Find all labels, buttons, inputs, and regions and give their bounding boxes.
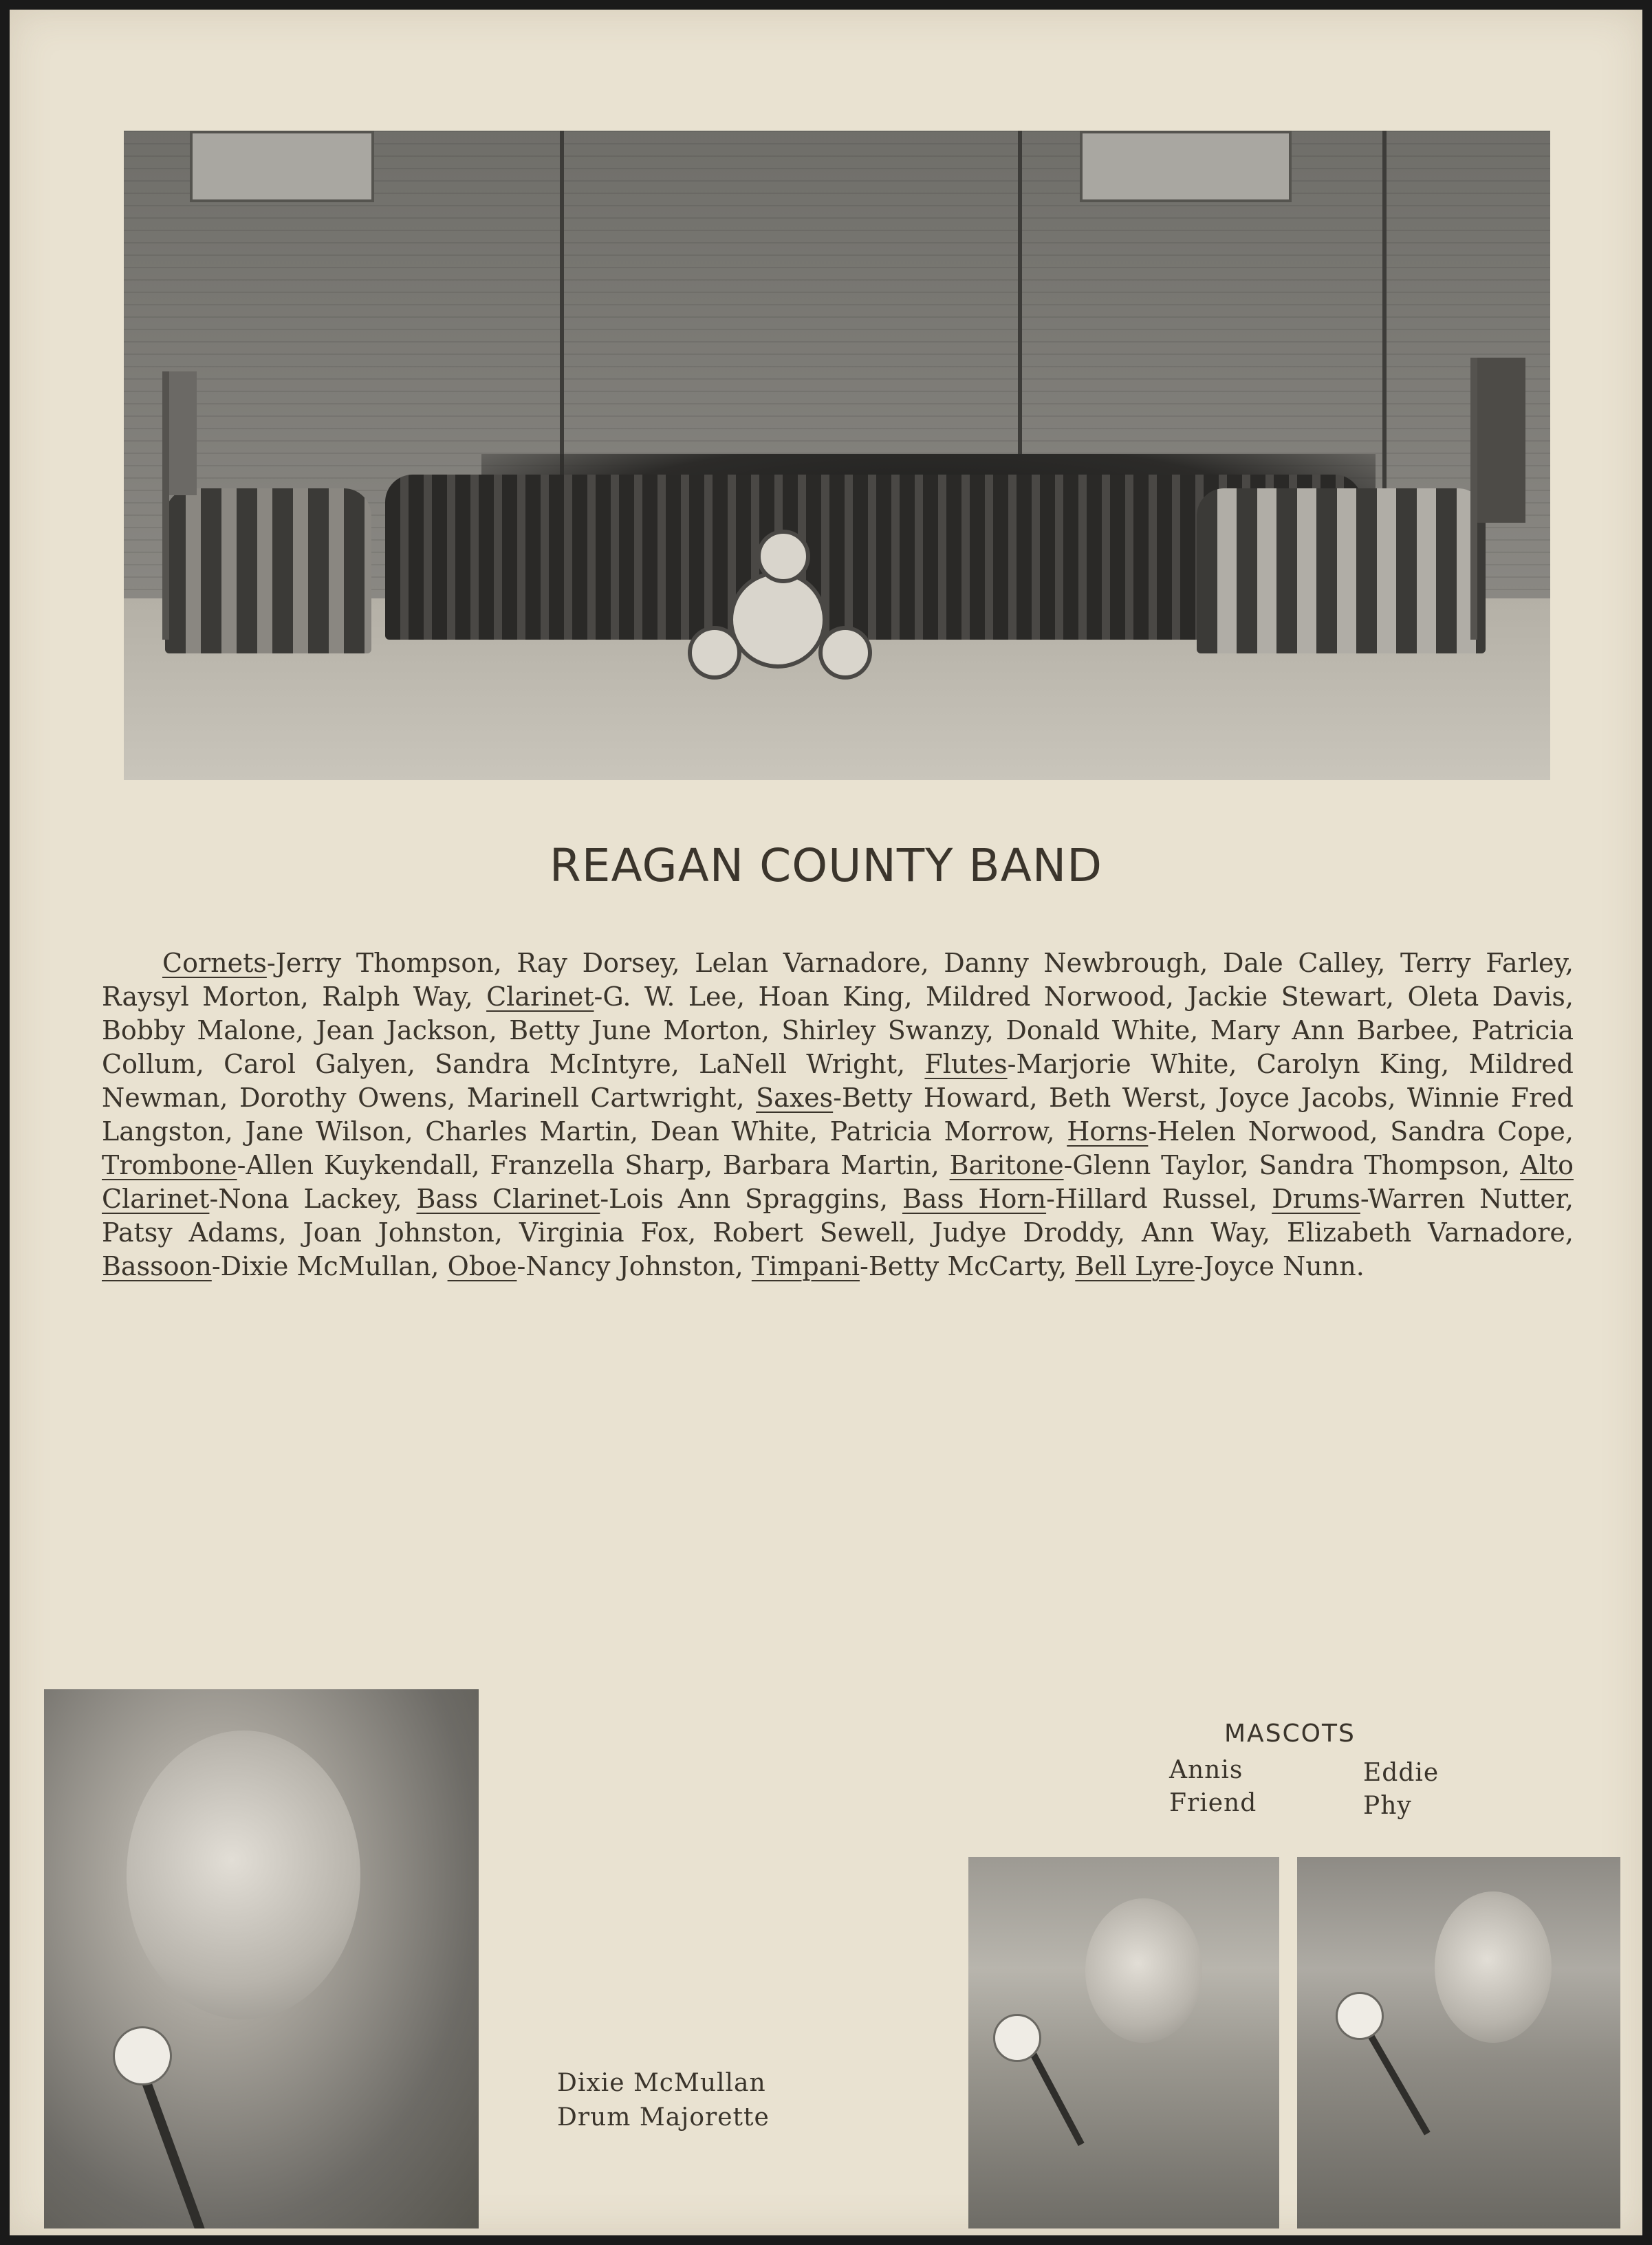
majorette-role: Drum Majorette <box>557 2103 770 2132</box>
wall-window <box>190 131 374 202</box>
mascot-right-last: Phy <box>1363 1792 1412 1820</box>
roster-members: -Hillard Russel, <box>1046 1184 1272 1214</box>
band-group-photo <box>124 131 1550 780</box>
yearbook-page <box>10 10 1642 2235</box>
roster-instrument: Trombone <box>102 1150 237 1180</box>
roster-members: -G. W. Lee, Hoan King, Mildred Norwood, Jackie Stewart, Oleta Davis, Bobby Malone, Jean Jackson, Betty June Morton, Shirley Swanzy, Donald White, Mary Ann Barbee, Patricia Collum, Carol Galyen, Sandra McIntyre, LaNell Wright, <box>102 981 1574 1079</box>
mascot-right-face <box>1435 1891 1552 2043</box>
majorette-name: Dixie McMullan <box>557 2069 766 2097</box>
roster-instrument: Horns <box>1067 1116 1149 1147</box>
mascot-right-name <box>1363 1757 1439 1823</box>
roster-members: -Glenn Taylor, Sandra Thompson, <box>1063 1150 1521 1180</box>
roster-members: -Nancy Johnston, <box>517 1251 752 1281</box>
roster-members: -Marjorie White, Carolyn King, Mildred Newman, Dorothy Owens, Marinell Cartwright, <box>102 1049 1574 1113</box>
roster-instrument: Bell Lyre <box>1075 1251 1195 1281</box>
mascot-left-name <box>1169 1754 1257 1820</box>
mascots-heading: MASCOTS <box>1224 1720 1356 1748</box>
roster-members: -Betty Howard, Beth Werst, Joyce Jacobs, Winnie Fred Langston, Jane Wilson, Charles Martin, Dean White, Patricia Morrow, <box>102 1083 1574 1147</box>
snare-drum <box>688 626 741 680</box>
roster-instrument: Bass Clarinet <box>416 1184 600 1214</box>
roster-instrument: Drums <box>1272 1184 1360 1214</box>
majorette-caption <box>557 2066 770 2135</box>
roster-instrument: Bass Horn <box>902 1184 1047 1214</box>
roster-members: -Helen Norwood, Sandra Cope, <box>1148 1116 1574 1147</box>
mascot-left-face <box>1085 1898 1202 2043</box>
mascot-right-baton-ball <box>1336 1992 1384 2040</box>
roster-instrument: Alto Clarinet <box>102 1150 1574 1214</box>
mascot-right-first: Eddie <box>1363 1759 1439 1787</box>
mascot-left-first: Annis <box>1169 1756 1243 1784</box>
roster-members: -Warren Nutter, Patsy Adams, Joan Johnston, Virginia Fox, Robert Sewell, Judye Droddy, Ann Way, Elizabeth Varnadore, <box>102 1184 1574 1248</box>
flag-right <box>1477 358 1525 523</box>
drum-small <box>757 530 810 583</box>
roster-instrument: Cornets <box>162 948 267 978</box>
roster-members: -Dixie McMullan, <box>211 1251 448 1281</box>
page-title: REAGAN COUNTY BAND <box>549 839 1103 892</box>
majorettes-right <box>1197 488 1486 653</box>
majorette-face <box>127 1731 360 2019</box>
roster-instrument: Baritone <box>949 1150 1064 1180</box>
roster-members: -Betty McCarty, <box>859 1251 1076 1281</box>
band-roster <box>102 946 1574 1283</box>
roster-instrument: Saxes <box>756 1083 834 1113</box>
roster-members: -Jerry Thompson, Ray Dorsey, Lelan Varnadore, Danny Newbrough, Dale Calley, Terry Farley, Raysyl Morton, Ralph Way, <box>102 948 1574 1012</box>
roster-instrument: Clarinet <box>486 981 594 1012</box>
wall-window <box>1080 131 1292 202</box>
roster-members: -Allen Kuykendall, Franzella Sharp, Barbara Martin, <box>237 1150 950 1180</box>
roster-members: -Lois Ann Spraggins, <box>600 1184 902 1214</box>
snare-drum <box>818 626 872 680</box>
mascot-right-photo <box>1297 1857 1620 2228</box>
baton-ball <box>113 2026 172 2085</box>
mascot-left-last: Friend <box>1169 1789 1257 1817</box>
roster-members: -Joyce Nunn. <box>1194 1251 1365 1281</box>
bass-drum <box>729 571 827 669</box>
flag-pole-left <box>162 371 169 640</box>
roster-instrument: Timpani <box>751 1251 860 1281</box>
roster-instrument: Bassoon <box>102 1251 212 1281</box>
roster-instrument: Oboe <box>447 1251 517 1281</box>
flag-pole-right <box>1470 358 1477 640</box>
roster-members: -Nona Lackey, <box>209 1184 417 1214</box>
roster-instrument: Flutes <box>924 1049 1008 1079</box>
majorette-photo <box>44 1689 479 2228</box>
flag-left <box>169 371 197 495</box>
mascot-left-photo <box>968 1857 1279 2228</box>
mascot-left-baton-ball <box>993 2014 1041 2062</box>
majorettes-left <box>165 488 371 653</box>
